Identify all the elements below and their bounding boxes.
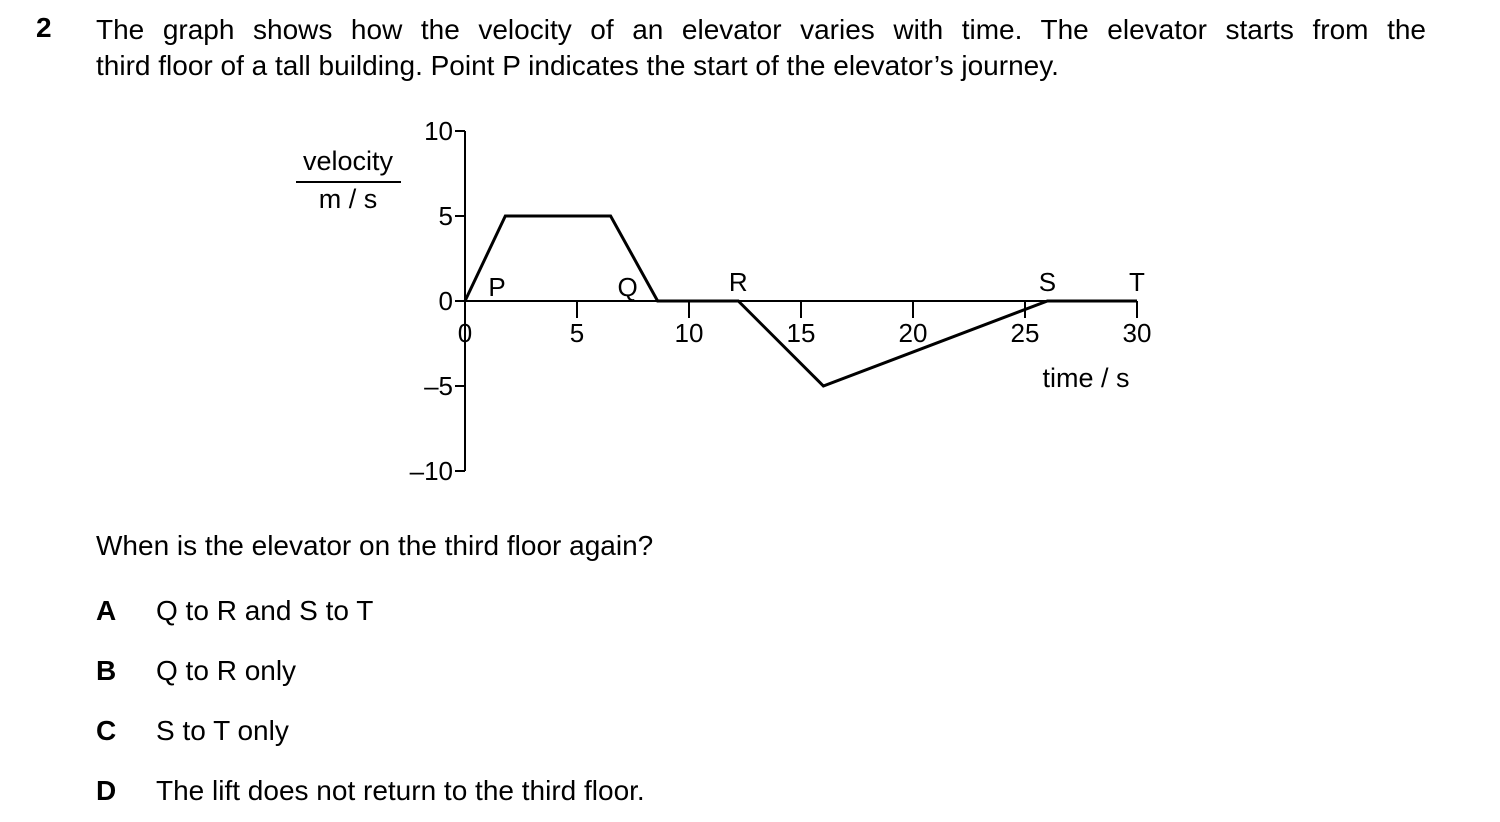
y-tick-label: –10 [409,456,453,486]
option-letter: B [96,655,117,686]
option-letter: D [96,775,117,806]
point-label: P [488,272,506,302]
point-labels [488,267,1145,302]
option-letter: C [96,715,117,746]
x-axis-label: time / s [1042,363,1130,393]
x-tick-label: 15 [786,318,816,348]
x-tick-label: 10 [674,318,704,348]
option-letter: A [96,595,117,626]
point-label: Q [617,272,638,302]
question-prompt: When is the elevator on the third floor again? [96,530,654,561]
y-tick-label: 10 [424,116,453,146]
option-text: Q to R only [156,655,297,686]
y-axis-label-unit: m / s [318,184,378,214]
y-tick-label: 0 [438,286,453,316]
option-text: S to T only [156,715,289,746]
x-tick-label: 20 [898,318,928,348]
y-tick-label: 5 [438,201,453,231]
stem-line-1: The graph shows how the velocity of an elevator varies with time. The elevator starts from the [96,14,1426,45]
option-c[interactable] [96,715,289,747]
option-text: The lift does not return to the third floor. [156,775,645,806]
y-tick-label: –5 [424,371,453,401]
point-label: T [1129,267,1145,297]
option-b[interactable] [96,655,296,687]
x-tick-label: 25 [1010,318,1040,348]
point-label: R [728,267,748,297]
option-a[interactable] [96,595,373,627]
question-number: 2 [36,12,52,43]
point-label: S [1038,267,1057,297]
stem-line-2: third floor of a tall building. Point P indicates the start of the elevator’s journey. [96,50,1059,81]
x-tick-label: 0 [457,318,473,348]
y-axis-label-quantity: velocity [302,146,394,176]
y-axis-label [296,146,401,214]
x-tick-label: 30 [1122,318,1152,348]
option-text: Q to R and S to T [156,595,374,626]
option-d[interactable] [96,775,645,807]
x-tick-label: 5 [569,318,585,348]
